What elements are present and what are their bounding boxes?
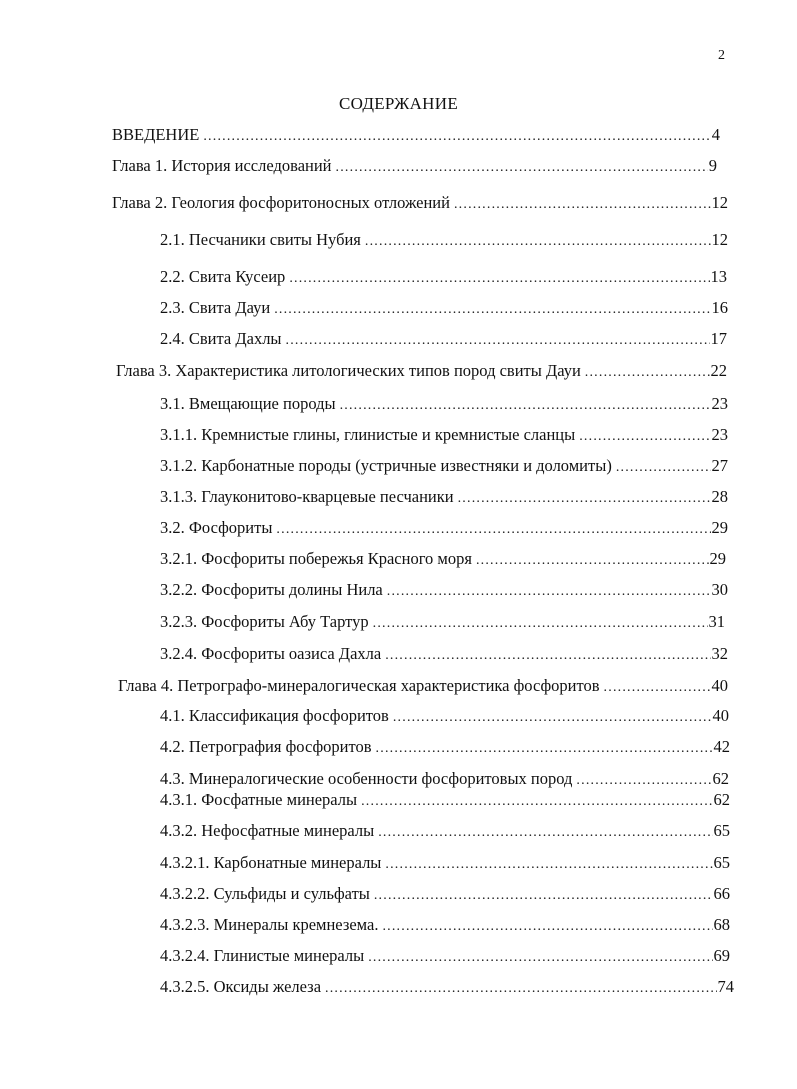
dot-leader (368, 948, 712, 968)
toc-entry-page: 68 (713, 915, 730, 934)
toc-entry-label: 2.1. Песчаники свиты Нубия (160, 230, 361, 249)
toc-entry-label: 3.2.4. Фосфориты оазиса Дахла (160, 644, 382, 663)
toc-entry-section-3-1-3 (160, 487, 728, 509)
toc-entry-label: 4.3.2.4. Глинистые минералы (160, 946, 365, 965)
toc-entry-label: 3.1. Вмещающие породы (160, 394, 336, 413)
toc-entry-section-3-2-1 (160, 549, 726, 571)
toc-entry-section-2-2 (160, 267, 727, 289)
toc-entry-section-4-1 (160, 706, 729, 728)
toc-entry-section-4-3 (160, 769, 729, 791)
toc-entry-label: 3.2.3. Фосфориты Абу Тартур (160, 612, 369, 631)
dot-leader (361, 792, 712, 812)
dot-leader (382, 917, 712, 937)
toc-entry-section-3-2-2 (160, 580, 728, 602)
toc-entry-page: 66 (713, 884, 730, 903)
toc-entry-label: 3.2.2. Фосфориты долины Нила (160, 580, 383, 599)
toc-entry-page: 31 (708, 612, 725, 631)
dot-leader (385, 855, 712, 875)
dot-leader (393, 708, 712, 728)
toc-entry-label: ВВЕДЕНИЕ (112, 125, 200, 144)
toc-entry-label: 4.3.2. Нефосфатные минералы (160, 821, 375, 840)
dot-leader (325, 979, 716, 999)
toc-entry-section-4-3-2-4 (160, 946, 730, 968)
toc-entry-label: 4.3. Минералогические особенности фосфоритовых пород (160, 769, 573, 788)
toc-entry-section-3-1-2 (160, 456, 728, 478)
toc-entry-label: 4.3.2.5. Оксиды железа (160, 977, 322, 996)
toc-entry-page: 17 (710, 329, 727, 348)
toc-entry-label: 3.1.2. Карбонатные породы (устричные известняки и доломиты) (160, 456, 612, 475)
toc-entry-label: Глава 1. История исследований (112, 156, 332, 175)
dot-leader (579, 427, 710, 447)
toc-entry-section-4-3-2-3 (160, 915, 730, 937)
toc-entry-page: 32 (711, 644, 728, 663)
dot-leader (378, 823, 712, 843)
dot-leader (576, 771, 711, 791)
toc-entry-page: 22 (710, 361, 727, 380)
toc-title: СОДЕРЖАНИЕ (338, 94, 459, 113)
dot-leader (616, 458, 711, 478)
dot-leader (387, 582, 711, 602)
toc-entry-label: 3.2. Фосфориты (160, 518, 273, 537)
toc-entry-section-2-1 (160, 230, 728, 252)
dot-leader (476, 551, 709, 571)
toc-entry-label: 3.1.3. Глауконитово-кварцевые песчаники (160, 487, 454, 506)
toc-entry-page: 4 (711, 125, 720, 144)
toc-entry-section-3-1-1 (160, 425, 728, 447)
toc-entry-page: 62 (713, 790, 730, 809)
dot-leader (365, 232, 711, 252)
dot-leader (385, 646, 710, 666)
dot-leader (203, 127, 710, 147)
toc-entry-label: 2.4. Свита Дахлы (160, 329, 282, 348)
toc-entry-page: 29 (711, 518, 728, 537)
toc-entry-section-2-4 (160, 329, 727, 351)
toc-entry-page: 28 (711, 487, 728, 506)
dot-leader (276, 520, 710, 540)
toc-entry-label: Глава 4. Петрографо-минералогическая характеристика фосфоритов (118, 676, 600, 695)
toc-entry-section-2-3 (160, 298, 728, 320)
toc-entry-label: 4.3.1. Фосфатные минералы (160, 790, 358, 809)
toc-entry-page: 23 (711, 394, 728, 413)
toc-entry-page: 23 (711, 425, 728, 444)
toc-entry-page: 12 (711, 230, 728, 249)
toc-entry-page: 12 (711, 193, 728, 212)
toc-entry-page: 69 (713, 946, 730, 965)
dot-leader (286, 331, 710, 351)
toc-entry-page: 40 (712, 706, 729, 725)
toc-entry-chapter-1 (112, 156, 717, 178)
toc-entry-page: 29 (709, 549, 726, 568)
toc-entry-introduction (112, 125, 720, 147)
toc-entry-section-4-3-2-1 (160, 853, 730, 875)
dot-leader (585, 363, 710, 383)
toc-entry-label: 4.3.2.3. Минералы кремнезема. (160, 915, 379, 934)
toc-entry-chapter-2 (112, 193, 728, 215)
toc-entry-label: 2.3. Свита Дауи (160, 298, 271, 317)
toc-entry-label: 4.3.2.1. Карбонатные минералы (160, 853, 382, 872)
toc-entry-section-3-2-3 (160, 612, 725, 634)
dot-leader (336, 158, 708, 178)
toc-entry-label: 2.2. Свита Кусеир (160, 267, 286, 286)
toc-entry-page: 62 (712, 769, 729, 788)
dot-leader (458, 489, 711, 509)
toc-entry-section-4-3-2-5 (160, 977, 734, 999)
toc-entry-page: 16 (711, 298, 728, 317)
toc-entry-label: 3.2.1. Фосфориты побережья Красного моря (160, 549, 472, 568)
toc-entry-section-4-3-1 (160, 790, 730, 812)
toc-entry-section-3-1 (160, 394, 728, 416)
toc-entry-page: 65 (713, 853, 730, 872)
toc-entry-section-3-2-4 (160, 644, 728, 666)
dot-leader (274, 300, 710, 320)
toc-entry-label: 4.3.2.2. Сульфиды и сульфаты (160, 884, 370, 903)
dot-leader (374, 886, 713, 906)
toc-entry-page: 42 (713, 737, 730, 756)
page-number: 2 (718, 48, 725, 63)
toc-entry-page: 30 (711, 580, 728, 599)
dot-leader (604, 678, 711, 698)
toc-entry-page: 13 (710, 267, 727, 286)
toc-entry-label: Глава 3. Характеристика литологических типов пород свиты Дауи (116, 361, 581, 380)
toc-entry-page: 27 (711, 456, 728, 475)
toc-entry-label: 3.1.1. Кремнистые глины, глинистые и кремнистые сланцы (160, 425, 576, 444)
toc-entry-label: 4.1. Классификация фосфоритов (160, 706, 389, 725)
toc-entry-label: 4.2. Петрография фосфоритов (160, 737, 372, 756)
dot-leader (373, 614, 708, 634)
toc-entry-section-4-2 (160, 737, 730, 759)
dot-leader (376, 739, 713, 759)
toc-entry-label: Глава 2. Геология фосфоритоносных отложений (112, 193, 450, 212)
toc-entry-section-3-2 (160, 518, 728, 540)
dot-leader (454, 195, 711, 215)
toc-entry-section-4-3-2 (160, 821, 730, 843)
toc-entry-page: 65 (713, 821, 730, 840)
toc-entry-section-4-3-2-2 (160, 884, 730, 906)
toc-entry-chapter-3 (116, 361, 727, 383)
toc-entry-chapter-4 (118, 676, 728, 698)
toc-entry-page: 9 (708, 156, 717, 175)
dot-leader (289, 269, 709, 289)
toc-entry-page: 40 (711, 676, 728, 695)
dot-leader (340, 396, 711, 416)
toc-entry-page: 74 (717, 977, 734, 996)
